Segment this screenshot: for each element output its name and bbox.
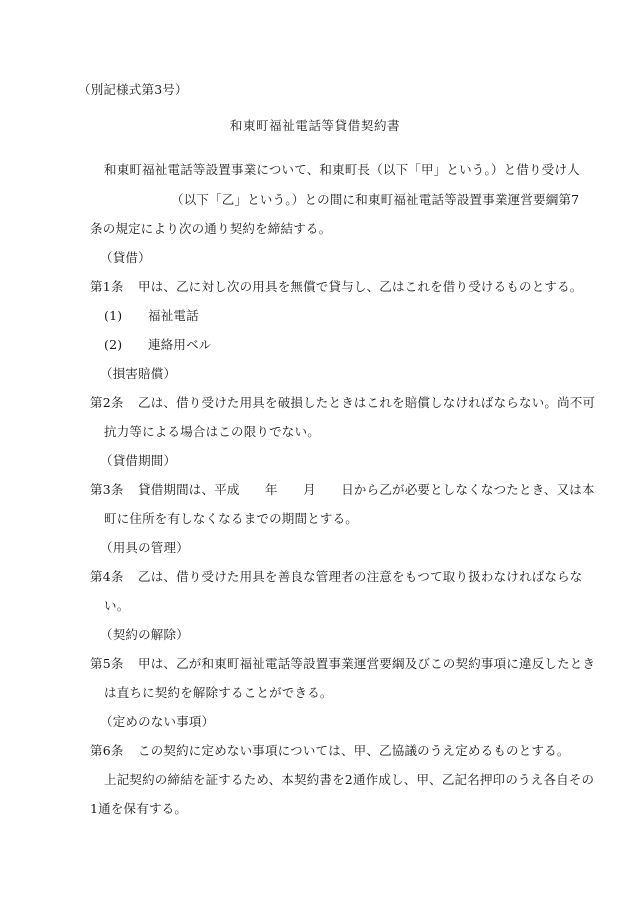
item-2-text: 連絡用ベル xyxy=(148,337,212,352)
article-5-text-2: は直ちに契約を解除することができる。 xyxy=(104,685,333,700)
article-6-heading: （定めのない事項） xyxy=(100,714,215,729)
article-6-number: 第6条 xyxy=(90,743,124,758)
closing-line-1: 上記契約の締結を証するため、本契約書を2通作成し、甲、乙記名押印のうえ各自その xyxy=(104,772,595,787)
item-1-number: (1) xyxy=(104,308,123,323)
article-2-text-2: 抗力等による場合はこの限りでない。 xyxy=(104,424,320,439)
preamble-line-1: 和東町福祉電話等設置事業について、和東町長（以下「甲」という。）と借り受け人 xyxy=(104,162,580,177)
preamble-line-2: （以下「乙」という。）との間に和東町福祉電話等設置事業運営要綱第7 xyxy=(171,192,580,207)
article-4-heading: （用具の管理） xyxy=(100,540,189,555)
article-4-number: 第4条 xyxy=(90,569,124,584)
article-5-text-1: 甲は、乙が和東町福祉電話等設置事業運営要綱及びこの契約事項に違反したとき xyxy=(138,656,596,671)
document-title: 和東町福祉電話等貸借契約書 xyxy=(229,118,401,133)
article-1-number: 第1条 xyxy=(90,279,124,294)
form-number: （別記様式第3号） xyxy=(78,82,188,97)
preamble-line-3: 条の規定により次の通り契約を締結する。 xyxy=(90,221,332,236)
article-5 xyxy=(90,658,595,671)
article-1-text: 甲は、乙に対し次の用具を無償で貸与し、乙はこれを借り受けるものとする。 xyxy=(138,279,583,294)
article-2-number: 第2条 xyxy=(90,395,124,410)
item-1-text: 福祉電話 xyxy=(148,308,199,323)
article-2 xyxy=(90,397,595,410)
article-4-text-1: 乙は、借り受けた用具を善良な管理者の注意をもつて取り扱わなければならな xyxy=(138,569,583,584)
article-1 xyxy=(90,281,583,294)
article-1-item-2 xyxy=(104,339,212,352)
article-3-number: 第3条 xyxy=(90,482,124,497)
article-1-heading: （貸借） xyxy=(100,250,151,265)
article-5-heading: （契約の解除） xyxy=(100,627,189,642)
article-4-text-2: い。 xyxy=(104,598,130,613)
article-5-number: 第5条 xyxy=(90,656,124,671)
article-6 xyxy=(90,745,570,758)
article-3 xyxy=(90,484,595,497)
article-3-text-2: 町に住所を有しなくなるまでの期間とする。 xyxy=(104,511,359,526)
article-2-heading: （損害賠償） xyxy=(100,366,177,381)
article-3-heading: （貸借期間） xyxy=(100,453,177,468)
article-6-text: この契約に定めない事項については、甲、乙協議のうえ定めるものとする。 xyxy=(138,743,570,758)
article-3-text-1: 貸借期間は、平成 年 月 日から乙が必要としなくなつたとき、又は本 xyxy=(138,482,595,497)
item-2-number: (2) xyxy=(104,337,123,352)
article-4 xyxy=(90,571,583,584)
closing-line-2: 1通を保有する。 xyxy=(90,801,188,816)
article-1-item-1 xyxy=(104,310,199,323)
article-2-text-1: 乙は、借り受けた用具を破損したときはこれを賠償しなければならない。尚不可 xyxy=(138,395,596,410)
